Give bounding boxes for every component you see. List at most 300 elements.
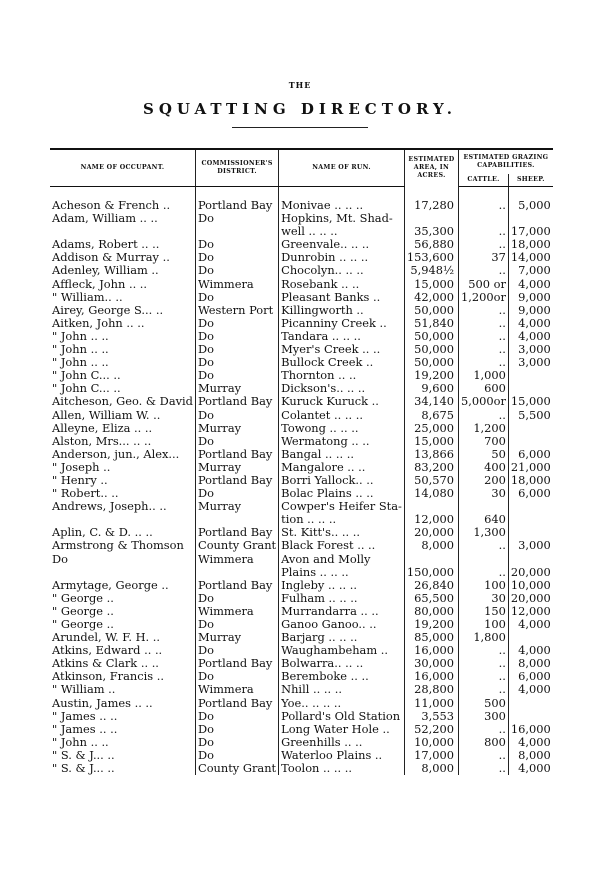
cattle-cell: 1,000: [459, 369, 509, 382]
table-row: [50, 526, 553, 539]
district-cell: Portland Bay: [195, 657, 278, 670]
run-cell: Waughambeham ..: [279, 644, 405, 657]
sheep-cell: [508, 697, 552, 710]
sheep-cell: 4,000: [518, 644, 551, 658]
table-row: [50, 199, 553, 212]
occupant-cell: " John .. ..: [50, 356, 195, 369]
district-cell: Do: [195, 618, 278, 631]
cattle-cell: ..: [459, 225, 509, 238]
occupant-cell: Acheson & French ..: [50, 199, 195, 212]
district-cell: Do: [195, 749, 278, 762]
area-cell: 80,000: [404, 605, 458, 618]
table-row: [50, 330, 553, 343]
run-cell: Pollard's Old Station: [279, 710, 405, 723]
occupant-cell: Alleyne, Eliza .. ..: [50, 422, 195, 435]
cattle-cell: [459, 553, 509, 566]
cattle-cell: 800: [459, 736, 509, 749]
cattle-cell: 1,300: [459, 526, 509, 539]
column-header-grazing: ESTIMATED GRAZING CAPABILITIES.: [459, 149, 553, 174]
sheep-cell: 5,500: [518, 408, 551, 422]
district-cell: Do: [195, 487, 278, 500]
table-row: [50, 723, 553, 736]
sheep-cell: [508, 369, 552, 382]
sheep-cell: 21,000: [510, 460, 551, 474]
cattle-cell: [459, 212, 509, 225]
column-header-area: ESTIMATED AREA, IN ACRES.: [404, 149, 458, 187]
occupant-cell: " John C... ..: [50, 369, 195, 382]
table-row: [50, 657, 553, 670]
column-header-occupant: NAME OF OCCUPANT.: [50, 149, 195, 187]
area-cell: 15,000: [404, 435, 458, 448]
district-cell: [195, 513, 278, 526]
area-cell: 16,000: [404, 670, 458, 683]
district-cell: Portland Bay: [195, 448, 278, 461]
table-row: [50, 566, 553, 579]
page-title: SQUATTING DIRECTORY.: [143, 100, 457, 118]
district-cell: Wimmera: [195, 605, 278, 618]
occupant-cell: " Robert.. ..: [50, 487, 195, 500]
table-row: [50, 631, 553, 644]
table-row: [50, 238, 553, 251]
cattle-cell: ..: [459, 409, 509, 422]
table-row: [50, 579, 553, 592]
table-row: [50, 749, 553, 762]
occupant-cell: Armstrong & Thomson: [50, 539, 195, 552]
district-cell: Portland Bay: [195, 697, 278, 710]
run-cell: Toolon .. .. ..: [279, 762, 405, 775]
sheep-cell: [508, 526, 552, 539]
occupant-cell: Andrews, Joseph.. ..: [50, 500, 195, 513]
cattle-cell: 150: [459, 605, 509, 618]
occupant-cell: " George ..: [50, 592, 195, 605]
occupant-cell: " Henry ..: [50, 474, 195, 487]
area-cell: 26,840: [404, 579, 458, 592]
district-cell: Do: [195, 212, 278, 225]
occupant-cell: " S. & J... ..: [50, 749, 195, 762]
table-row: [50, 369, 553, 382]
occupant-cell: Atkins & Clark .. ..: [50, 657, 195, 670]
area-cell: 50,000: [404, 356, 458, 369]
district-cell: Do: [195, 238, 278, 251]
run-cell: Bangal .. .. ..: [279, 448, 405, 461]
cattle-cell: ..: [459, 317, 509, 330]
district-cell: Do: [195, 723, 278, 736]
district-cell: Murray: [195, 422, 278, 435]
column-header-cattle: CATTLE.: [459, 174, 509, 187]
run-cell: Ingleby .. .. ..: [279, 579, 405, 592]
cattle-cell: 600: [459, 382, 509, 395]
occupant-cell: " John C... ..: [50, 382, 195, 395]
table-row: [50, 448, 553, 461]
table-row: [50, 644, 553, 657]
cattle-cell: ..: [459, 264, 509, 277]
district-cell: Do: [195, 409, 278, 422]
table-row: [50, 553, 553, 566]
area-cell: 30,000: [404, 657, 458, 670]
occupant-cell: Anderson, jun., Alex...: [50, 448, 195, 461]
district-cell: Do: [195, 369, 278, 382]
table-row: [50, 618, 553, 631]
area-cell: 13,866: [404, 448, 458, 461]
sheep-cell: 6,000: [518, 447, 551, 461]
district-cell: Portland Bay: [195, 526, 278, 539]
cattle-cell: ..: [459, 238, 509, 251]
cattle-cell: 300: [459, 710, 509, 723]
district-cell: Wimmera: [195, 553, 278, 566]
area-cell: 65,500: [404, 592, 458, 605]
run-cell: Avon and Molly: [279, 553, 405, 566]
table-row: [50, 225, 553, 238]
occupant-cell: " James .. ..: [50, 710, 195, 723]
sheep-cell: 12,000: [510, 604, 551, 618]
run-cell: Mangalore .. ..: [279, 461, 405, 474]
cattle-cell: 5,000or: [459, 395, 509, 408]
sheep-cell: 18,000: [510, 238, 551, 252]
sheep-cell: 14,000: [510, 251, 551, 265]
run-cell: Chocolyn.. .. ..: [279, 264, 405, 277]
occupant-cell: [50, 225, 195, 238]
cattle-cell: 50: [459, 448, 509, 461]
occupant-cell: " James .. ..: [50, 723, 195, 736]
sheep-cell: [508, 422, 552, 435]
district-cell: Portland Bay: [195, 474, 278, 487]
cattle-cell: ..: [459, 566, 509, 579]
district-cell: Portland Bay: [195, 199, 278, 212]
run-cell: Barjarg .. .. ..: [279, 631, 405, 644]
sheep-cell: 8,000: [518, 748, 551, 762]
occupant-cell: Armytage, George ..: [50, 579, 195, 592]
run-cell: Rosebank .. ..: [279, 278, 405, 291]
run-cell: Dickson's.. .. ..: [279, 382, 405, 395]
area-cell: 51,840: [404, 317, 458, 330]
cattle-cell: ..: [459, 723, 509, 736]
run-cell: Kuruck Kuruck ..: [279, 395, 405, 408]
table-row: [50, 278, 553, 291]
district-cell: Do: [195, 435, 278, 448]
run-cell: Bolac Plains .. ..: [279, 487, 405, 500]
occupant-cell: Airey, George S... ..: [50, 304, 195, 317]
sheep-cell: 20,000: [510, 591, 551, 605]
area-cell: 150,000: [404, 566, 458, 579]
run-cell: Waterloo Plains ..: [279, 749, 405, 762]
area-cell: 3,553: [404, 710, 458, 723]
occupant-cell: [50, 566, 195, 579]
area-cell: 34,140: [404, 395, 458, 408]
sheep-cell: 6,000: [518, 487, 551, 501]
area-cell: 8,000: [404, 762, 458, 775]
occupant-cell: " William.. ..: [50, 291, 195, 304]
cattle-cell: ..: [459, 762, 509, 775]
area-cell: 25,000: [404, 422, 458, 435]
sheep-cell: 4,000: [518, 316, 551, 330]
run-cell: Bolwarra.. .. ..: [279, 657, 405, 670]
run-cell: St. Kitt's.. .. ..: [279, 526, 405, 539]
table-row: [50, 461, 553, 474]
sheep-cell: 6,000: [518, 670, 551, 684]
run-cell: Fulham .. .. ..: [279, 592, 405, 605]
cattle-cell: ..: [459, 304, 509, 317]
area-cell: 50,000: [404, 343, 458, 356]
table-row: [50, 395, 553, 408]
sheep-cell: 4,000: [518, 618, 551, 631]
sheep-cell: 7,000: [518, 264, 551, 278]
cattle-cell: 1,200: [459, 422, 509, 435]
table-row: [50, 670, 553, 683]
area-cell: 11,000: [404, 697, 458, 710]
sheep-cell: 10,000: [510, 578, 551, 592]
occupant-cell: Alston, Mrs... .. ..: [50, 435, 195, 448]
occupant-cell: Arundel, W. F. H. ..: [50, 631, 195, 644]
district-cell: Do: [195, 291, 278, 304]
area-cell: 35,300: [404, 225, 458, 238]
sheep-cell: 17,000: [510, 225, 551, 239]
occupant-cell: Aitcheson, Geo. & David: [50, 395, 195, 408]
district-cell: Portland Bay: [195, 579, 278, 592]
occupant-cell: " Joseph ..: [50, 461, 195, 474]
occupant-cell: " John .. ..: [50, 330, 195, 343]
table-row: [50, 317, 553, 330]
table-row: [50, 513, 553, 526]
run-cell: Beremboke .. ..: [279, 670, 405, 683]
cattle-cell: 640: [459, 513, 509, 526]
district-cell: County Grant: [195, 762, 278, 775]
area-cell: 42,000: [404, 291, 458, 304]
sheep-cell: [508, 500, 552, 513]
cattle-cell: 30: [459, 487, 509, 500]
run-cell: Thornton .. ..: [279, 369, 405, 382]
occupant-cell: Addison & Murray ..: [50, 251, 195, 264]
area-cell: 10,000: [404, 736, 458, 749]
sheep-cell: 15,000: [510, 395, 551, 409]
table-row: [50, 487, 553, 500]
directory-body: [50, 187, 553, 776]
cattle-cell: ..: [459, 356, 509, 369]
district-cell: County Grant: [195, 539, 278, 552]
occupant-cell: Atkins, Edward .. ..: [50, 644, 195, 657]
occupant-cell: Adenley, William ..: [50, 264, 195, 277]
table-row: [50, 500, 553, 513]
table-row: [50, 304, 553, 317]
table-row: [50, 539, 553, 552]
run-cell: Greenvale.. .. ..: [279, 238, 405, 251]
cattle-cell: ..: [459, 644, 509, 657]
run-cell: Wermatong .. ..: [279, 435, 405, 448]
sheep-cell: 3,000: [518, 539, 551, 553]
sheep-cell: [508, 435, 552, 448]
sheep-cell: [508, 553, 552, 566]
table-row: [50, 592, 553, 605]
cattle-cell: ..: [459, 199, 509, 212]
header-row: [50, 149, 553, 174]
occupant-cell: Adams, Robert .. ..: [50, 238, 195, 251]
occupant-cell: [50, 513, 195, 526]
occupant-cell: Aplin, C. & D. .. ..: [50, 526, 195, 539]
area-cell: 50,000: [404, 330, 458, 343]
area-cell: 52,200: [404, 723, 458, 736]
table-row: [50, 382, 553, 395]
run-cell: Picanniny Creek ..: [279, 317, 405, 330]
table-row: [50, 762, 553, 775]
district-cell: [195, 566, 278, 579]
run-cell: Cowper's Heifer Sta-: [279, 500, 405, 513]
run-cell: Murrandarra .. ..: [279, 605, 405, 618]
table-row: [50, 343, 553, 356]
table-row: [50, 409, 553, 422]
run-cell: well .. .. ..: [279, 225, 405, 238]
district-cell: Western Port: [195, 304, 278, 317]
district-cell: Murray: [195, 461, 278, 474]
occupant-cell: " William ..: [50, 683, 195, 696]
run-cell: Tandara .. .. ..: [279, 330, 405, 343]
sheep-cell: 4,000: [518, 329, 551, 343]
run-cell: Monivae .. .. ..: [279, 199, 405, 212]
table-row: [50, 212, 553, 225]
district-cell: Do: [195, 670, 278, 683]
run-cell: Yoe.. .. .. ..: [279, 697, 405, 710]
sheep-cell: 20,000: [510, 565, 551, 579]
sheep-cell: 18,000: [510, 473, 551, 487]
cattle-cell: ..: [459, 330, 509, 343]
cattle-cell: ..: [459, 749, 509, 762]
page-kicker: THE: [288, 80, 312, 90]
area-cell: 15,000: [404, 278, 458, 291]
area-cell: 83,200: [404, 461, 458, 474]
run-cell: Colantet .. .. ..: [279, 409, 405, 422]
cattle-cell: 30: [459, 592, 509, 605]
sheep-cell: 4,000: [518, 277, 551, 291]
run-cell: Dunrobin .. .. ..: [279, 251, 405, 264]
cattle-cell: ..: [459, 683, 509, 696]
cattle-cell: ..: [459, 539, 509, 552]
area-cell: 50,570: [404, 474, 458, 487]
run-cell: tion .. .. ..: [279, 513, 405, 526]
area-cell: [404, 553, 458, 566]
occupant-cell: Adam, William .. ..: [50, 212, 195, 225]
run-cell: Towong .. .. ..: [279, 422, 405, 435]
area-cell: 8,000: [404, 539, 458, 552]
district-cell: Do: [195, 264, 278, 277]
sheep-cell: 9,000: [518, 303, 551, 317]
run-cell: Greenhills .. ..: [279, 736, 405, 749]
occupant-cell: " S. & J... ..: [50, 762, 195, 775]
occupant-cell: " John .. ..: [50, 343, 195, 356]
district-cell: Murray: [195, 500, 278, 513]
run-cell: Ganoo Ganoo.. ..: [279, 618, 405, 631]
table-row: [50, 291, 553, 304]
cattle-cell: 1,800: [459, 631, 509, 644]
area-cell: 28,800: [404, 683, 458, 696]
occupant-cell: Affleck, John .. ..: [50, 278, 195, 291]
cattle-cell: 700: [459, 435, 509, 448]
area-cell: 17,000: [404, 749, 458, 762]
run-cell: Pleasant Banks ..: [279, 291, 405, 304]
area-cell: 16,000: [404, 644, 458, 657]
table-row: [50, 251, 553, 264]
occupant-cell: Atkinson, Francis ..: [50, 670, 195, 683]
sheep-cell: 4,000: [518, 683, 551, 697]
area-cell: 14,080: [404, 487, 458, 500]
table-row: [50, 697, 553, 710]
sheep-cell: 8,000: [518, 657, 551, 671]
run-cell: Hopkins, Mt. Shad-: [279, 212, 405, 225]
sheep-cell: [508, 382, 552, 395]
column-header-district: COMMISSIONER'S DISTRICT.: [195, 149, 278, 187]
column-header-run: NAME OF RUN.: [279, 149, 405, 187]
cattle-cell: ..: [459, 343, 509, 356]
sheep-cell: 5,000: [518, 199, 551, 212]
run-cell: Plains .. .. ..: [279, 566, 405, 579]
district-cell: Do: [195, 736, 278, 749]
area-cell: 19,200: [404, 618, 458, 631]
district-cell: Do: [195, 356, 278, 369]
district-cell: Do: [195, 317, 278, 330]
table-row: [50, 683, 553, 696]
area-cell: 50,000: [404, 304, 458, 317]
cattle-cell: [459, 500, 509, 513]
district-cell: Do: [195, 251, 278, 264]
title-rule: [232, 127, 368, 128]
cattle-cell: 37: [459, 251, 509, 264]
district-cell: [195, 225, 278, 238]
table-row: [50, 605, 553, 618]
area-cell: 5,948½: [404, 264, 458, 277]
cattle-cell: 200: [459, 474, 509, 487]
table-row: [50, 710, 553, 723]
area-cell: 12,000: [404, 513, 458, 526]
run-cell: Myer's Creek .. ..: [279, 343, 405, 356]
occupant-cell: Do: [50, 553, 195, 566]
sheep-cell: [508, 631, 552, 644]
cattle-cell: 400: [459, 461, 509, 474]
district-cell: Murray: [195, 631, 278, 644]
district-cell: Do: [195, 644, 278, 657]
sheep-cell: 3,000: [518, 343, 551, 357]
area-cell: 8,675: [404, 409, 458, 422]
area-cell: 153,600: [404, 251, 458, 264]
cattle-cell: 500 or: [459, 278, 509, 291]
run-cell: Bullock Creek ..: [279, 356, 405, 369]
occupant-cell: Austin, James .. ..: [50, 697, 195, 710]
district-cell: Wimmera: [195, 683, 278, 696]
district-cell: Do: [195, 592, 278, 605]
district-cell: Wimmera: [195, 278, 278, 291]
cattle-cell: 100: [459, 579, 509, 592]
district-cell: Do: [195, 343, 278, 356]
occupant-cell: Aitken, John .. ..: [50, 317, 195, 330]
run-cell: Borri Yallock.. ..: [279, 474, 405, 487]
area-cell: 85,000: [404, 631, 458, 644]
directory-table: [50, 148, 553, 775]
area-cell: [404, 212, 458, 225]
occupant-cell: " George ..: [50, 605, 195, 618]
district-cell: Do: [195, 330, 278, 343]
occupant-cell: " George ..: [50, 618, 195, 631]
run-cell: Nhill .. .. ..: [279, 683, 405, 696]
district-cell: Do: [195, 710, 278, 723]
table-row: [50, 422, 553, 435]
run-cell: Black Forest .. ..: [279, 539, 405, 552]
sheep-cell: 3,000: [518, 356, 551, 370]
table-row: [50, 474, 553, 487]
district-cell: Portland Bay: [195, 395, 278, 408]
cattle-cell: 1,200or: [459, 291, 509, 304]
sheep-cell: 16,000: [510, 722, 551, 736]
table-row: [50, 356, 553, 369]
area-cell: [404, 500, 458, 513]
run-cell: Long Water Hole ..: [279, 723, 405, 736]
sheep-cell: [508, 212, 552, 225]
cattle-cell: 500: [459, 697, 509, 710]
